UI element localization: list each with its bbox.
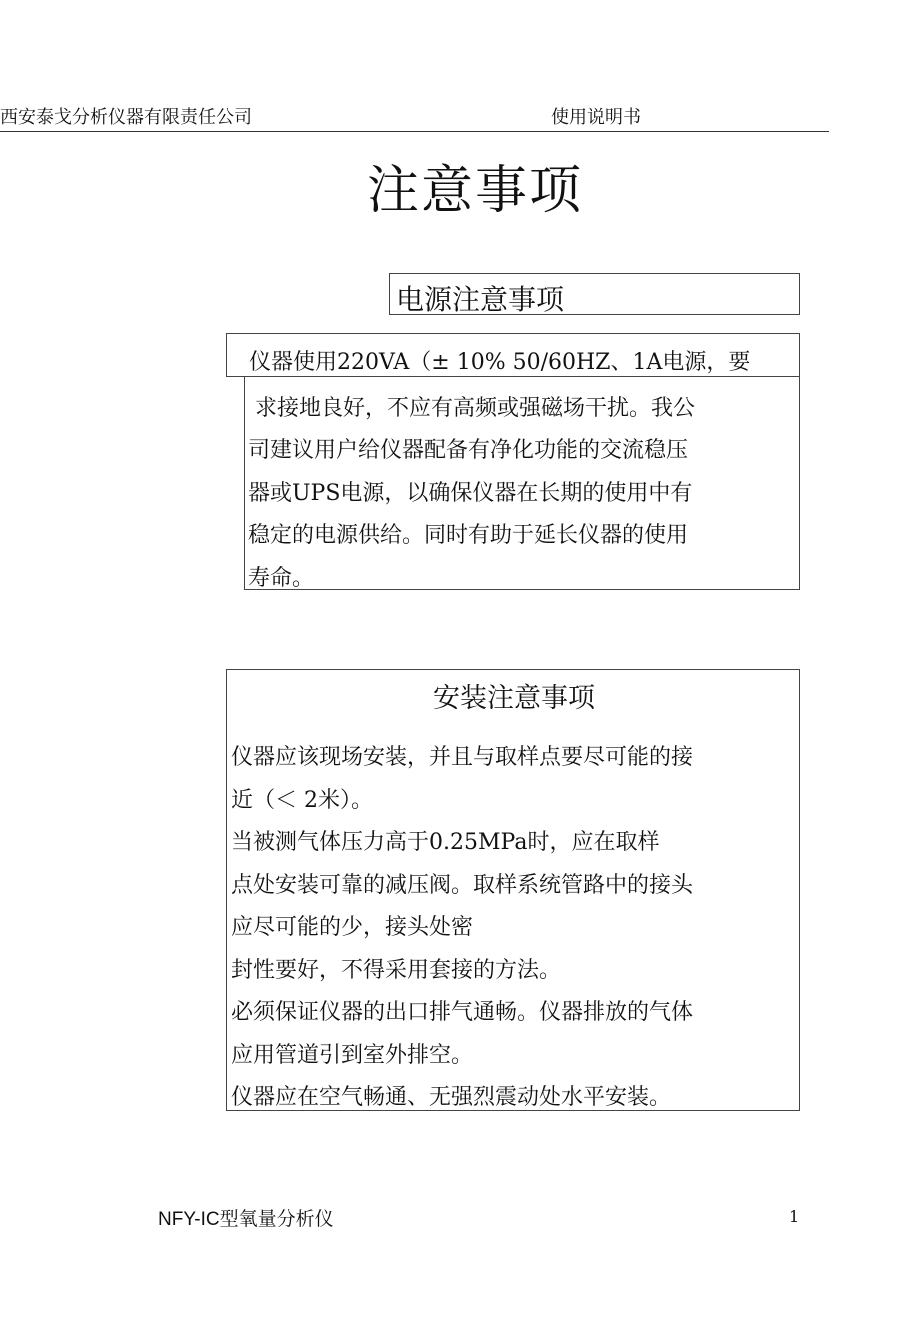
install-section-line-1: 仪器应该现场安装，并且与取样点要尽可能的接 [231, 745, 694, 770]
power-section-line-4: 器或UPS电源，以确保仪器在长期的使用中有 [248, 481, 693, 506]
power-section-line-2: 求接地良好，不应有高频或强磁场干扰。我公 [255, 396, 696, 421]
install-section-line-4: 点处安装可靠的减压阀。取样系统管路中的接头 [231, 873, 694, 898]
install-section-line-3: 当被测气体压力高于0.25MPa时，应在取样 [231, 830, 660, 855]
footer-page-number: 1 [789, 1207, 800, 1226]
header-company: 西安泰戈分析仪器有限责任公司 [0, 107, 252, 128]
install-section-line-7: 必须保证仪器的出口排气通畅。仪器排放的气体 [231, 1000, 694, 1025]
power-section-line-5: 稳定的电源供给。同时有助于延长仪器的使用 [248, 523, 689, 548]
install-section-heading: 安装注意事项 [433, 683, 595, 714]
page-title: 注意事项 [366, 161, 583, 221]
install-section-box [226, 669, 800, 1111]
install-section-line-9: 仪器应在空气畅通、无强烈震动处水平安装。 [231, 1085, 672, 1110]
power-section-body-box [244, 376, 800, 590]
power-section-line-3: 司建议用户给仪器配备有净化功能的交流稳压 [248, 438, 689, 463]
footer-product-name: NFY-IC型氧量分析仪 [158, 1209, 334, 1230]
install-section-line-2: 近（＜ 2米）。 [231, 788, 373, 813]
header-doc-type: 使用说明书 [551, 107, 641, 128]
install-section-line-5: 应尽可能的少，接头处密 [231, 915, 474, 940]
power-section-heading: 电源注意事项 [396, 283, 565, 316]
power-section-line-6: 寿命。 [248, 566, 315, 591]
power-section-first-line-box [226, 333, 800, 377]
install-section-line-8: 应用管道引到室外排空。 [231, 1043, 474, 1068]
header-divider [0, 131, 829, 132]
power-section-line-1: 仪器使用220VA（± 10% 50/60HZ、1A电源，要 [249, 350, 751, 375]
power-section-heading-box [389, 273, 800, 315]
install-section-line-6: 封性要好，不得采用套接的方法。 [231, 958, 562, 983]
